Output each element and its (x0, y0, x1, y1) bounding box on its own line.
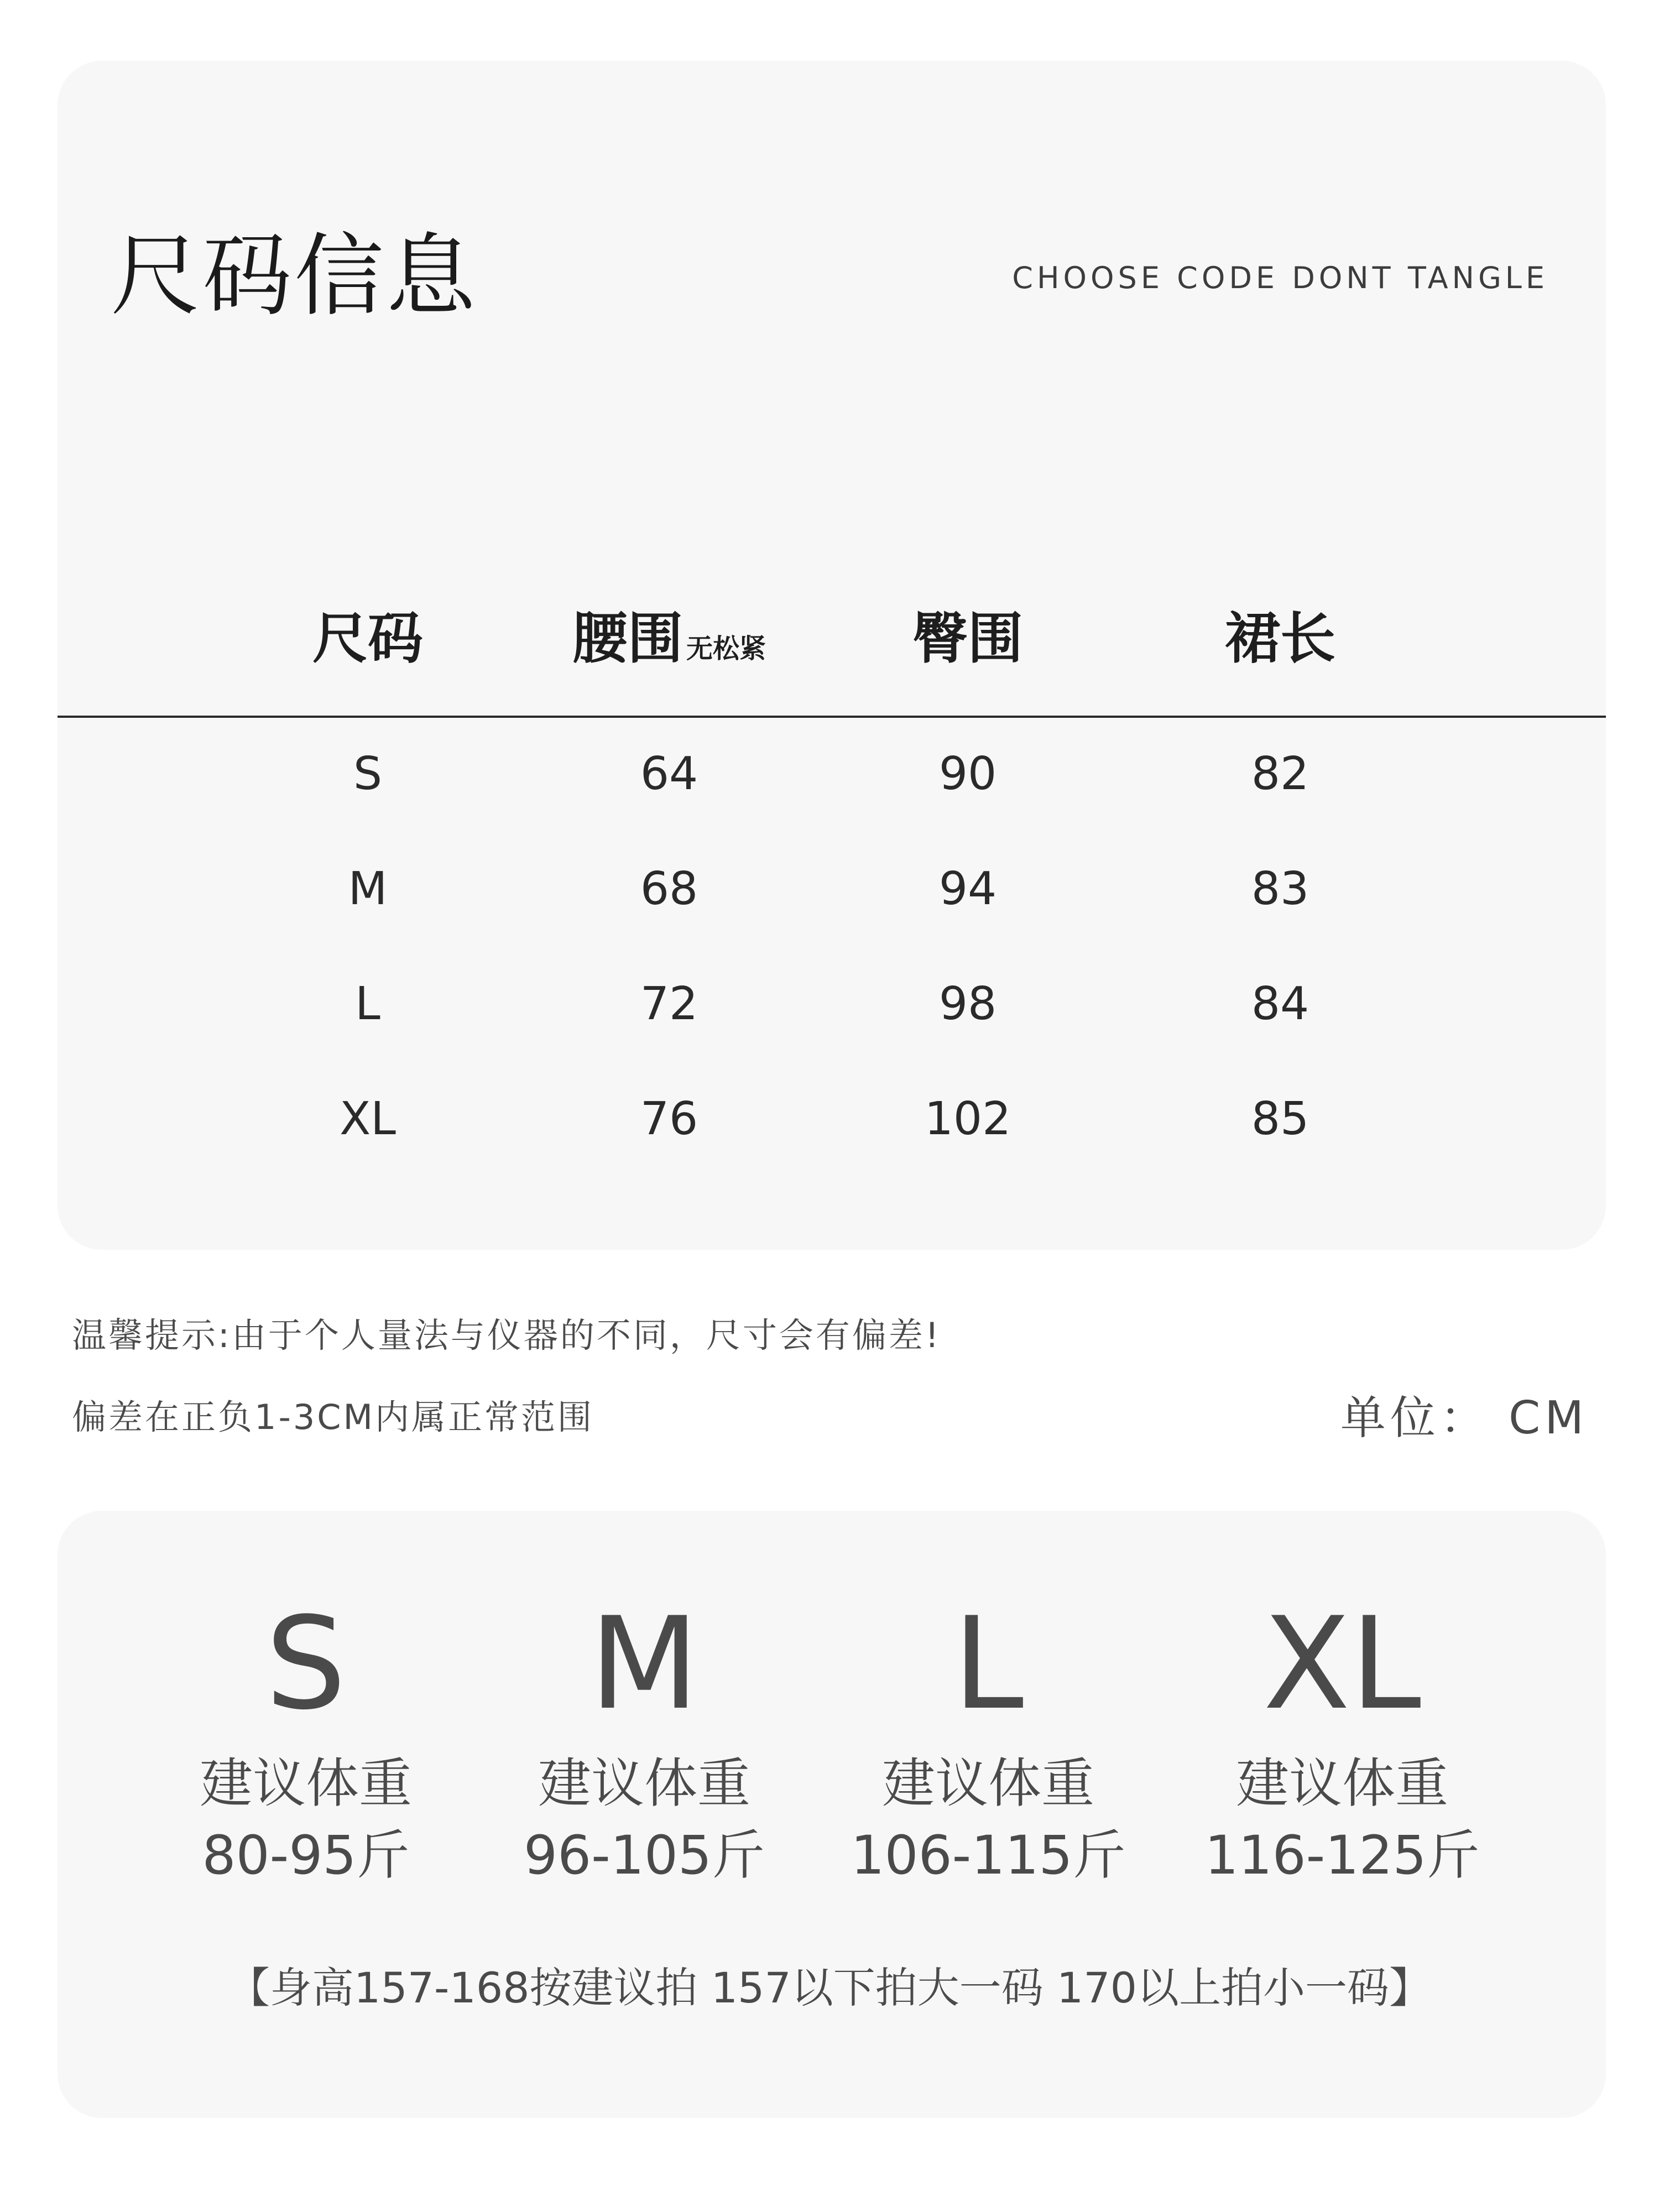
table-cell-hip: 98 (938, 978, 997, 1030)
tolerance-tip: 偏差在正负1-3CM内属正常范围 (72, 1397, 594, 1437)
table-cell-hip: 102 (924, 1093, 1011, 1145)
column-header-waist (572, 603, 766, 675)
table-cell-waist: 68 (640, 863, 698, 915)
table-header-divider (58, 716, 1606, 718)
weight-range: 96-105斤 (523, 1824, 765, 1886)
weight-guide-item (795, 1590, 1182, 1891)
table-cell-length: 84 (1251, 978, 1310, 1030)
size-caption: 建议体重 (882, 1752, 1094, 1814)
size-caption: 建议体重 (200, 1752, 412, 1814)
table-cell-hip: 94 (938, 863, 997, 915)
table-cell-hip: 90 (938, 748, 997, 800)
size-letter: L (952, 1590, 1024, 1738)
column-header-length (1225, 603, 1335, 675)
page-subtitle: CHOOSE CODE DONT TANGLE (1012, 260, 1548, 295)
table-cell-waist: 64 (640, 748, 698, 800)
table-cell-waist: 72 (640, 978, 698, 1030)
table-cell-size: M (348, 863, 388, 915)
column-header-size (312, 603, 423, 675)
table-cell-waist: 76 (640, 1093, 698, 1145)
table-cell-length: 83 (1251, 863, 1310, 915)
column-header-label: 腰围 (572, 606, 683, 671)
page-title: 尺码信息 (111, 225, 478, 328)
weight-range: 106-115斤 (851, 1824, 1126, 1886)
size-caption: 建议体重 (538, 1752, 750, 1814)
height-recommendation-note: 【身高157-168按建议拍 157以下拍大一码 170以上拍小一码】 (228, 1963, 1431, 2012)
weight-guide-item (112, 1590, 499, 1891)
column-header-label: 尺码 (312, 606, 423, 671)
column-header-label: 裙长 (1225, 606, 1335, 671)
unit-label: 单位： CM (1340, 1392, 1588, 1444)
size-letter: XL (1263, 1590, 1421, 1738)
table-cell-size: S (353, 748, 383, 800)
column-header-note: 无松紧 (686, 633, 766, 664)
weight-range: 116-125斤 (1204, 1824, 1480, 1886)
table-cell-size: L (355, 978, 380, 1030)
table-cell-length: 85 (1251, 1093, 1310, 1145)
column-header-hip (912, 603, 1023, 675)
weight-guide-item (1149, 1590, 1536, 1891)
weight-guide-item (451, 1590, 838, 1891)
table-cell-length: 82 (1251, 748, 1310, 800)
size-caption: 建议体重 (1236, 1752, 1448, 1814)
measurement-tip: 温馨提示:由于个人量法与仪器的不同，尺寸会有偏差! (72, 1315, 941, 1355)
weight-range: 80-95斤 (202, 1824, 410, 1886)
size-letter: S (265, 1590, 346, 1738)
table-cell-size: XL (340, 1093, 396, 1145)
column-header-label: 臀围 (912, 606, 1023, 671)
size-letter: M (589, 1590, 700, 1738)
